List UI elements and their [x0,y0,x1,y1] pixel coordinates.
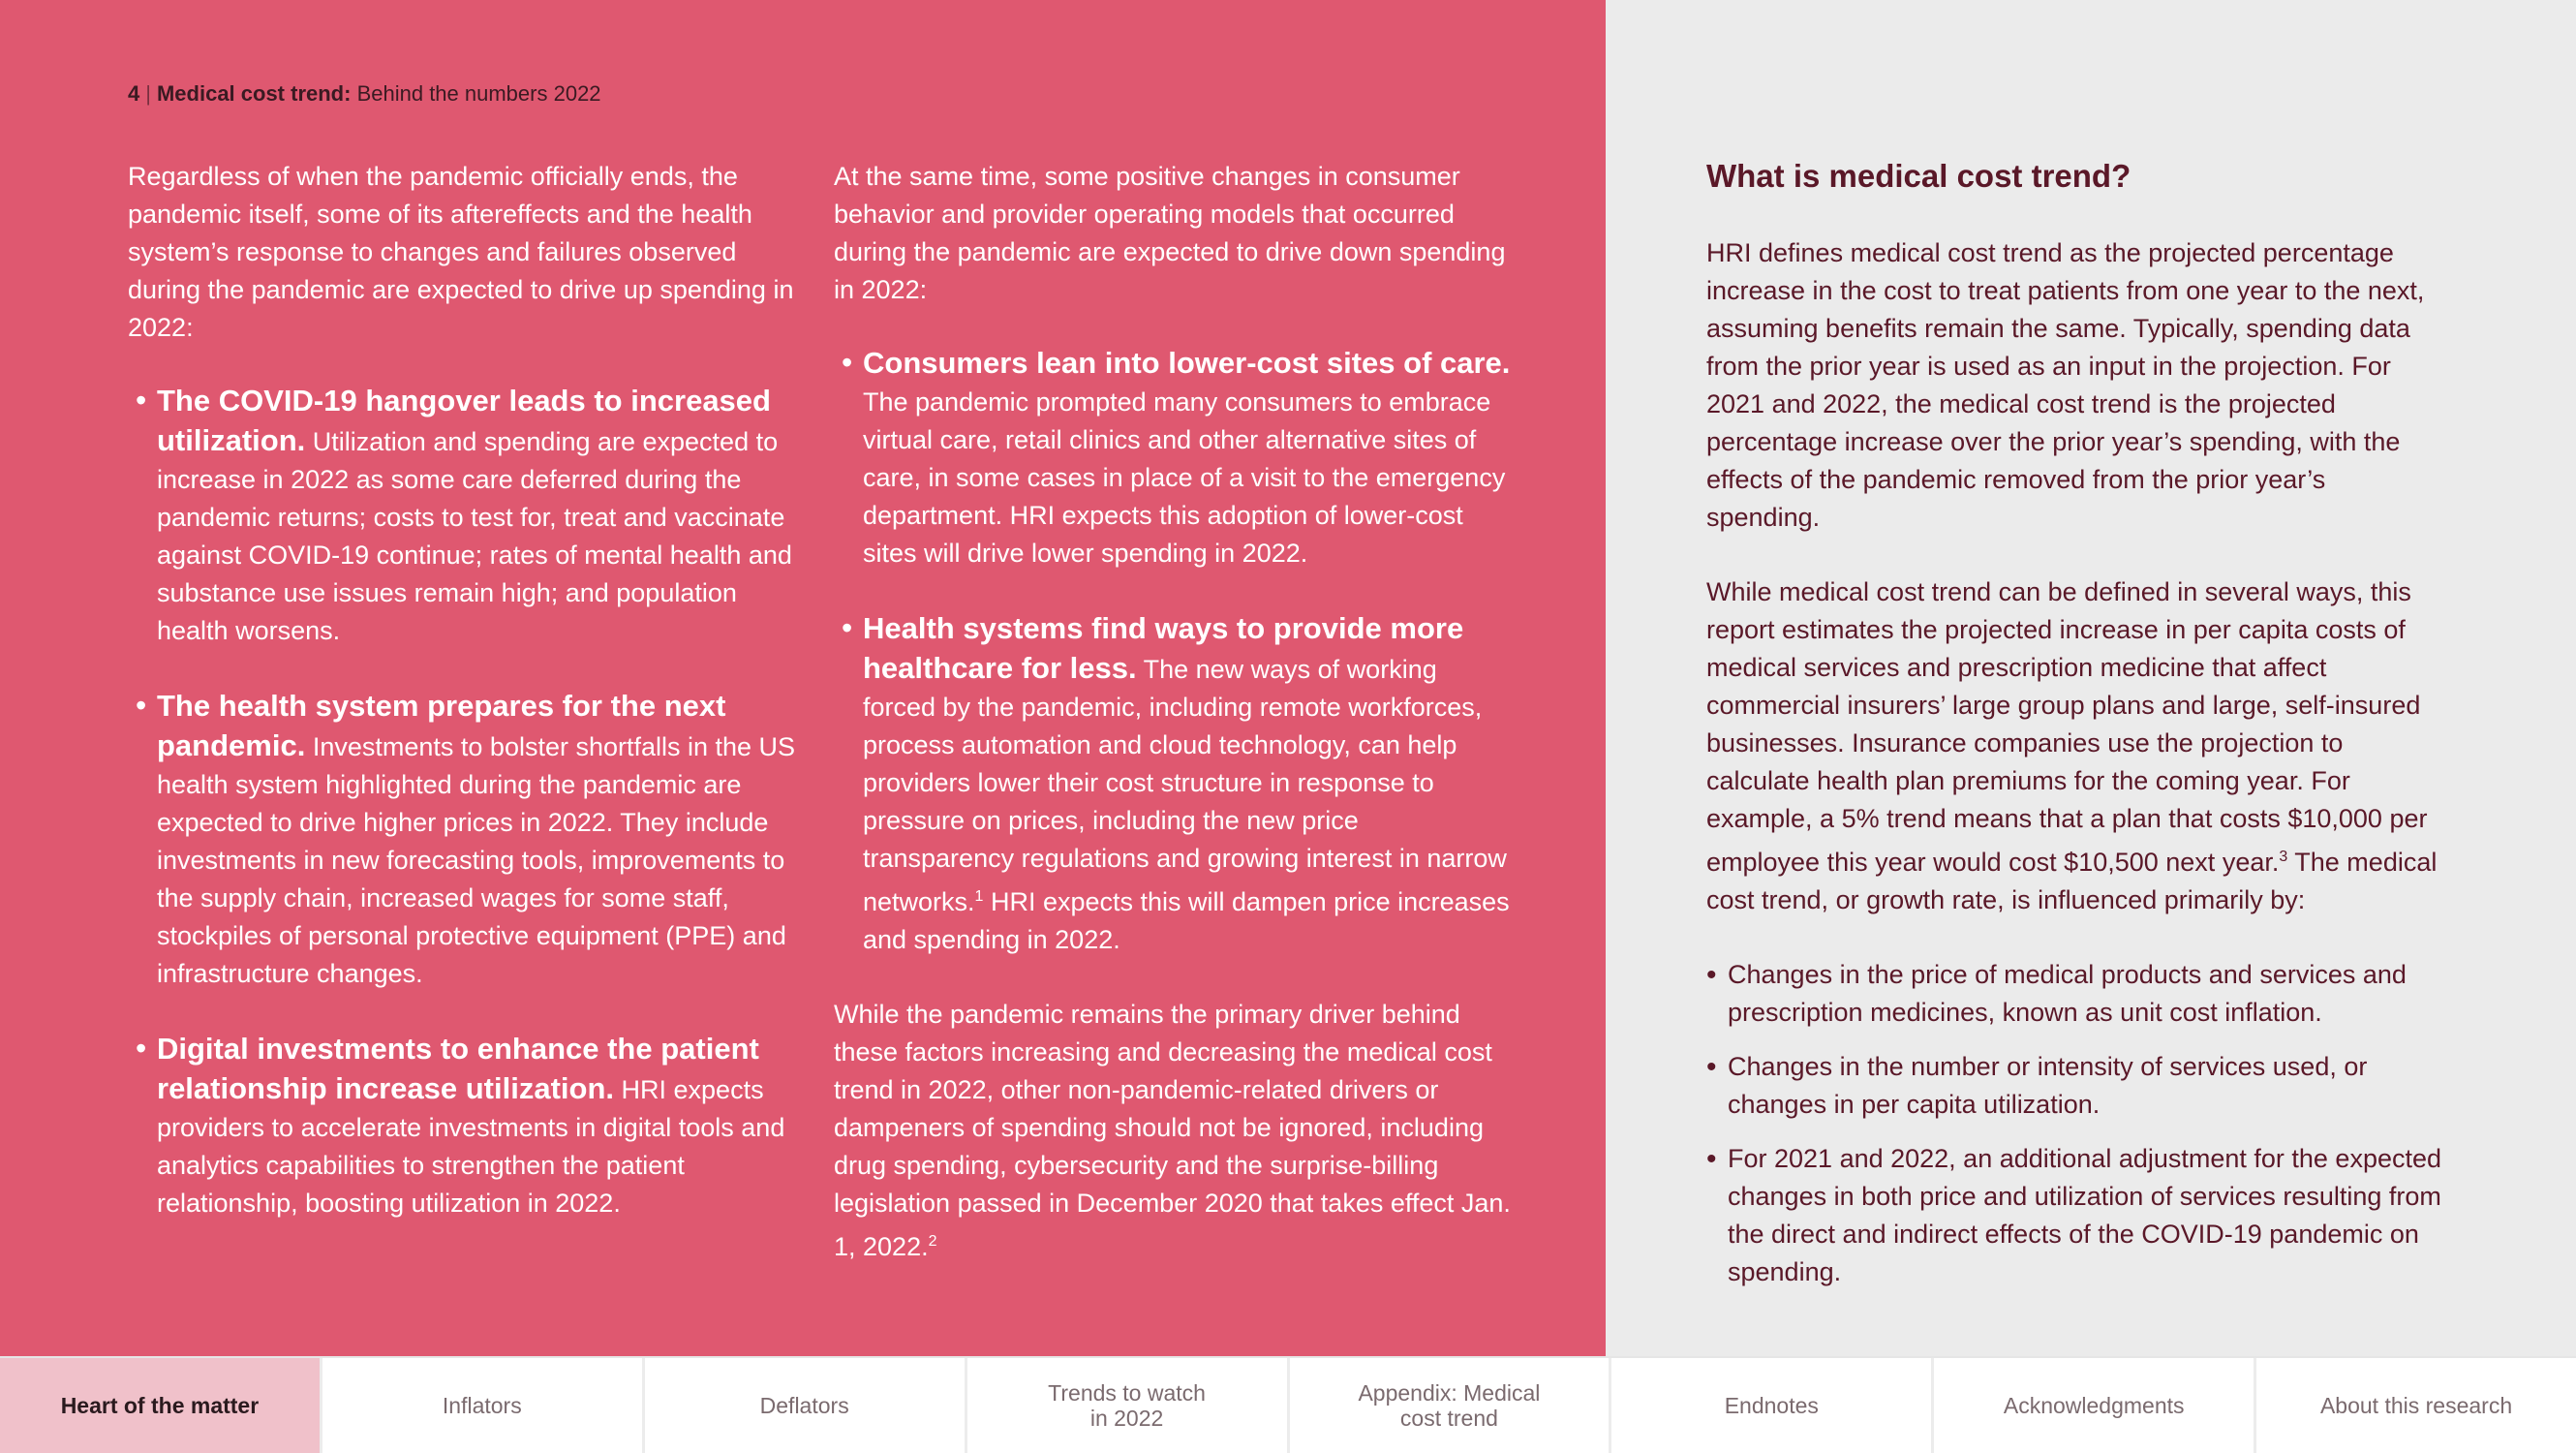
closing-text: While the pandemic remains the primary driver behind these factors increasing and decreasing the medical cost trend in 2022, other non-pandemic-related drivers or dampeners of spending should not be ignored, including drug spending, cybersecurity and the surprise-billing legislation passed in December 2020 that takes effect Jan. 1, 2022. [834,1000,1511,1261]
bullet-body-cont: HRI expects this will dampen price increases and spending in 2022. [863,887,1510,954]
report-title: Behind the numbers 2022 [356,81,601,106]
endnote-ref-1[interactable]: 1 [974,888,984,905]
deflators-closing [834,996,1512,1266]
tab-endnotes[interactable]: Endnotes [1611,1358,1934,1453]
bullet-lead: Health systems find ways to provide more healthcare for less. [863,611,1464,685]
list-item [128,382,806,650]
list-item: • For 2021 and 2022, an additional adjustment for the expected changes in both price and utilization of services resulting from the direct and indirect effects of the COVID-19 pandemic on spending. [1706,1140,2442,1291]
sidebar-para-1: HRI defines medical cost trend as the projected percentage increase in the cost to treat patients from one year to the next, assuming benefits remain the same. Typically, spending data from the prior year is used as an input in the projection. For 2021 and 2022, the medical cost trend is the projected percentage increase over the prior year’s spending, with the effects of the pandemic removed from the prior year’s spending. [1706,238,2425,532]
bullet-lead: The COVID-19 hangover leads to increased utilization. [157,384,771,457]
page-header [128,81,601,107]
tab-about-this-research[interactable]: About this research [2319,1393,2513,1418]
sidebar-para-2-text: While medical cost trend can be defined in several ways, this report estimates the projected increase in per capita costs of medical services and prescription medicine that affect commercial insurers’ large group plans and large, self-insured businesses. Insurance companies use the projection to calculate health plan premiums for the coming year. For example, a 5% trend means that a plan that costs $10,000 per employee this year would cost $10,500 next year. [1706,577,2428,877]
sidebar-title: What is medical cost trend? [1706,158,2131,194]
bullet-body: The pandemic prompted many consumers to embrace virtual care, retail clinics and other alternative sites of care, in some cases in place of a visit to the emergency department. HRI expects this adoption of lower-cost sites will drive lower spending in 2022. [863,387,1506,568]
sidebar-para-2 [1706,573,2442,919]
endnote-ref-2[interactable]: 2 [928,1233,937,1250]
tab-appendix[interactable]: Appendix: Medical cost trend [1290,1358,1612,1453]
header-divider: | [145,81,151,106]
inflators-intro: Regardless of when the pandemic officially ends, the pandemic itself, some of its aftereffects and the health system’s response to changes and failures observed during the pandemic are expected to drive up spending in 2022: [128,162,794,342]
list-item [834,344,1512,572]
inflators-column [128,158,806,1222]
report-label: Medical cost trend: [156,81,352,106]
bullet-body: The new ways of working forced by the pandemic, including remote workforces, process automation and cloud technology, can help providers lower their cost structure in response to pressure on prices, including the new price transparency regulations and growing interest in narrow networks. [863,655,1507,916]
deflators-intro: At the same time, some positive changes in consumer behavior and provider operating models that occurred during the pandemic are expected to drive down spending in 2022: [834,162,1506,304]
bullet-body: HRI expects providers to accelerate investments in digital tools and analytics capabilities to strengthen the patient relationship, boosting utilization in 2022. [157,1075,785,1218]
sidebar-factors-list [1706,919,2442,1291]
bullet-body: Utilization and spending are expected to increase in 2022 as some care deferred during the pandemic returns; costs to test for, treat and vaccinate against COVID-19 continue; rates of mental health and substance use issues remain high; and population health worsens. [157,427,792,645]
page-number: 4 [128,81,140,106]
list-item [834,609,1512,959]
bullet-lead: Digital investments to enhance the patient relationship increase utilization. [157,1032,759,1105]
list-item: • Changes in the price of medical products and services and prescription medicines, known as unit cost inflation. [1706,956,2442,1032]
deflators-column [834,158,1512,1266]
list-item [128,687,806,993]
tab-trends-to-watch[interactable]: Trends to watch in 2022 [967,1358,1290,1453]
sidebar-para-2-cont: The medical cost trend, or growth rate, is influenced primarily by: [1706,848,2438,914]
endnote-ref-3[interactable]: 3 [2279,849,2288,865]
tab-acknowledgments[interactable]: Acknowledgments [1934,1358,2256,1453]
deflators-list [834,344,1512,959]
bullet-body: Investments to bolster shortfalls in the US health system highlighted during the pandemic are expected to drive higher prices in 2022. They include investments in new forecasting tools, improvements to the supply chain, increased wages for some staff, stockpiles of personal protective equipment (PPE) and infrastructure changes. [157,732,796,988]
section-nav-bar [0,1356,2576,1453]
list-item [128,1030,806,1222]
tab-deflators[interactable]: Deflators [645,1358,967,1453]
cost-trend-sidebar [1706,155,2442,1291]
bullet-lead: The health system prepares for the next pandemic. [157,689,726,762]
inflators-list [128,382,806,1222]
bullet-lead: Consumers lean into lower-cost sites of care. [863,346,1511,380]
tab-inflators[interactable]: Inflators [322,1358,645,1453]
list-item: • Changes in the number or intensity of services used, or changes in per capita utilization. [1706,1048,2442,1124]
tab-heart-of-the-matter[interactable]: Heart of the matter [0,1358,322,1453]
